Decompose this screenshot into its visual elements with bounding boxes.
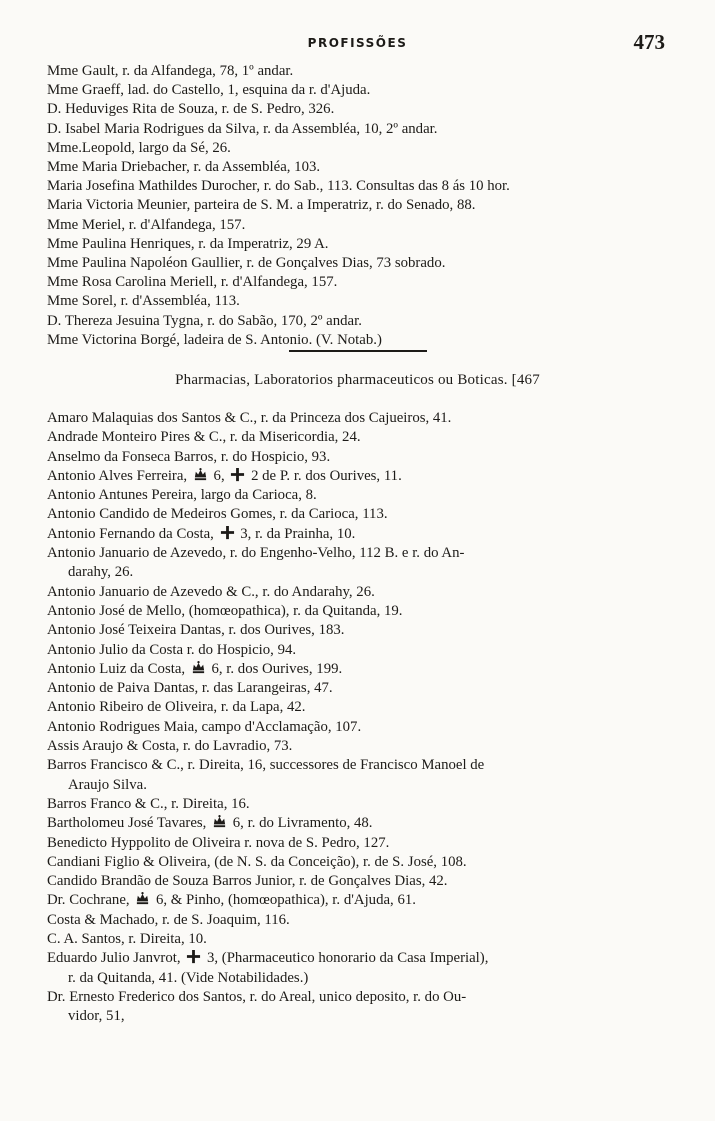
- entry-text: Antonio de Paiva Dantas, r. das Larangeiras, 47.: [47, 680, 333, 697]
- list-item: [0, 505, 715, 524]
- entry-text: Eduardo Julio Janvrot,: [47, 950, 181, 967]
- list-item: [0, 834, 715, 853]
- entry-text: Barros Franco & C., r. Direita, 16.: [47, 795, 250, 812]
- list-item: [0, 544, 715, 583]
- entry-text: Antonio Julio da Costa r. do Hospicio, 94.: [47, 641, 297, 658]
- list-item: [0, 795, 715, 814]
- imperial-crown-icon: [193, 467, 208, 482]
- list-item: D. Heduviges Rita de Souza, r. de S. Pedro, 326.: [47, 101, 335, 118]
- entry-text: Dr. Cochrane,: [47, 892, 130, 909]
- section-divider: [289, 350, 427, 352]
- entry-text: Costa & Machado, r. de S. Joaquim, 116.: [47, 911, 290, 928]
- list-item: [0, 467, 715, 486]
- list-item: [0, 428, 715, 447]
- entry-text: Andrade Monteiro Pires & C., r. da Misericordia, 24.: [47, 429, 361, 446]
- cross-of-order-icon: [220, 525, 235, 540]
- entry-text: Antonio Fernando da Costa,: [47, 525, 214, 542]
- list-item: [0, 525, 715, 544]
- entry-continuation: Araujo Silva.: [68, 776, 147, 793]
- entry-text: Antonio Januario de Azevedo & C., r. do Andarahy, 26.: [47, 583, 375, 600]
- list-item: [0, 930, 715, 949]
- entry-text: 6, r. do Livramento, 48.: [232, 815, 373, 832]
- list-item: [0, 872, 715, 891]
- list-item: [0, 660, 715, 679]
- entry-text: Barros Francisco & C., r. Direita, 16, successores de Francisco Manoel de: [47, 757, 485, 774]
- entry-text: Antonio José de Mello, (homœopathica), r. da Quitanda, 19.: [47, 602, 403, 619]
- list-item: Mme Meriel, r. d'Alfandega, 157.: [47, 216, 246, 233]
- entry-text: Antonio Januario de Azevedo, r. do Engenho-Velho, 112 B. e r. do An-: [47, 545, 465, 562]
- list-item: [0, 988, 715, 1027]
- list-item: Maria Victoria Meunier, parteira de S. M. a Imperatriz, r. do Senado, 88.: [47, 197, 476, 214]
- list-item: Mme.Leopold, largo da Sé, 26.: [47, 139, 231, 156]
- list-item: [0, 949, 715, 988]
- midwives-list: [0, 62, 715, 350]
- pharmacies-list: [0, 409, 715, 1027]
- cross-of-order-icon: [230, 467, 245, 482]
- entry-text: Anselmo da Fonseca Barros, r. do Hospicio, 93.: [47, 448, 331, 465]
- imperial-crown-icon: [212, 814, 227, 829]
- list-item: Mme Victorina Borgé, ladeira de S. Antonio. (V. Notab.): [47, 331, 382, 348]
- list-item: [0, 718, 715, 737]
- list-item: Mme Rosa Carolina Meriell, r. d'Alfandega, 157.: [47, 274, 338, 291]
- entry-text: 6, & Pinho, (homœopathica), r. d'Ajuda, 61.: [156, 892, 416, 909]
- imperial-crown-icon: [135, 891, 150, 906]
- page-header: [0, 30, 715, 58]
- entry-text: Bartholomeu José Tavares,: [47, 815, 207, 832]
- list-item: Mme Gault, r. da Alfandega, 78, 1º andar.: [47, 63, 294, 79]
- list-item: [0, 756, 715, 795]
- entry-continuation: r. da Quitanda, 41. (Vide Notabilidades.): [68, 969, 309, 986]
- cross-of-order-icon: [186, 949, 201, 964]
- entry-text: Candido Brandão de Souza Barros Junior, r. de Gonçalves Dias, 42.: [47, 873, 448, 890]
- list-item: [0, 583, 715, 602]
- entry-text: 3, r. da Prainha, 10.: [240, 525, 356, 542]
- entry-text: Antonio José Teixeira Dantas, r. dos Ourives, 183.: [47, 622, 345, 639]
- list-item: D. Isabel Maria Rodrigues da Silva, r. da Assembléa, 10, 2º andar.: [47, 120, 438, 137]
- list-item: Mme Paulina Napoléon Gaullier, r. de Gonçalves Dias, 73 sobrado.: [47, 255, 446, 272]
- entry-text: Antonio Rodrigues Maia, campo d'Acclamação, 107.: [47, 718, 362, 735]
- running-title: PROFISSÕES: [307, 36, 408, 50]
- list-item: Maria Josefina Mathildes Durocher, r. do Sab., 113. Consultas das 8 ás 10 hor.: [47, 178, 510, 195]
- entry-text: 2 de P. r. dos Ourives, 11.: [251, 467, 402, 484]
- entry-continuation: darahy, 26.: [68, 564, 134, 581]
- entry-text: Amaro Malaquias dos Santos & C., r. da Princeza dos Cajueiros, 41.: [47, 410, 452, 426]
- list-item: [0, 814, 715, 833]
- list-item: Mme Sorel, r. d'Assembléa, 113.: [47, 293, 240, 310]
- page-number: 473: [633, 30, 665, 54]
- list-item: [0, 698, 715, 717]
- entry-text: Antonio Luiz da Costa,: [47, 660, 186, 677]
- list-item: [0, 602, 715, 621]
- list-item: Mme Graeff, lad. do Castello, 1, esquina da r. d'Ajuda.: [47, 82, 371, 99]
- list-item: D. Thereza Jesuina Tygna, r. do Sabão, 170, 2º andar.: [47, 312, 362, 329]
- list-item: [0, 409, 715, 428]
- section-heading: Pharmacias, Laboratorios pharmaceuticos ou Boticas. [467: [175, 372, 540, 388]
- entry-text: Benedicto Hyppolito de Oliveira r. nova de S. Pedro, 127.: [47, 834, 390, 851]
- entry-text: Candiani Figlio & Oliveira, (de N. S. da Conceição), r. de S. José, 108.: [47, 853, 467, 870]
- list-item: [0, 911, 715, 930]
- list-item: [0, 853, 715, 872]
- entry-text: 6, r. dos Ourives, 199.: [211, 660, 343, 677]
- list-item: [0, 621, 715, 640]
- list-item: [0, 448, 715, 467]
- list-item: [0, 679, 715, 698]
- list-item: [0, 486, 715, 505]
- entry-continuation: vidor, 51,: [68, 1008, 125, 1025]
- imperial-crown-icon: [191, 660, 206, 675]
- entry-text: Antonio Candido de Medeiros Gomes, r. da Carioca, 113.: [47, 506, 388, 523]
- entry-text: Assis Araujo & Costa, r. do Lavradio, 73.: [47, 738, 293, 755]
- list-item: [0, 737, 715, 756]
- entry-text: 3, (Pharmaceutico honorario da Casa Imperial),: [206, 950, 489, 967]
- entry-text: C. A. Santos, r. Direita, 10.: [47, 931, 207, 948]
- entry-text: Dr. Ernesto Frederico dos Santos, r. do Areal, unico deposito, r. do Ou-: [47, 988, 467, 1005]
- entry-text: 6,: [213, 467, 225, 484]
- list-item: [0, 641, 715, 660]
- entry-text: Antonio Ribeiro de Oliveira, r. da Lapa, 42.: [47, 699, 306, 716]
- list-item: Mme Paulina Henriques, r. da Imperatriz, 29 A.: [47, 235, 329, 252]
- entry-text: Antonio Antunes Pereira, largo da Carioca, 8.: [47, 487, 317, 504]
- entry-text: Antonio Alves Ferreira,: [47, 467, 188, 484]
- list-item: Mme Maria Driebacher, r. da Assembléa, 103.: [47, 159, 321, 176]
- list-item: [0, 891, 715, 910]
